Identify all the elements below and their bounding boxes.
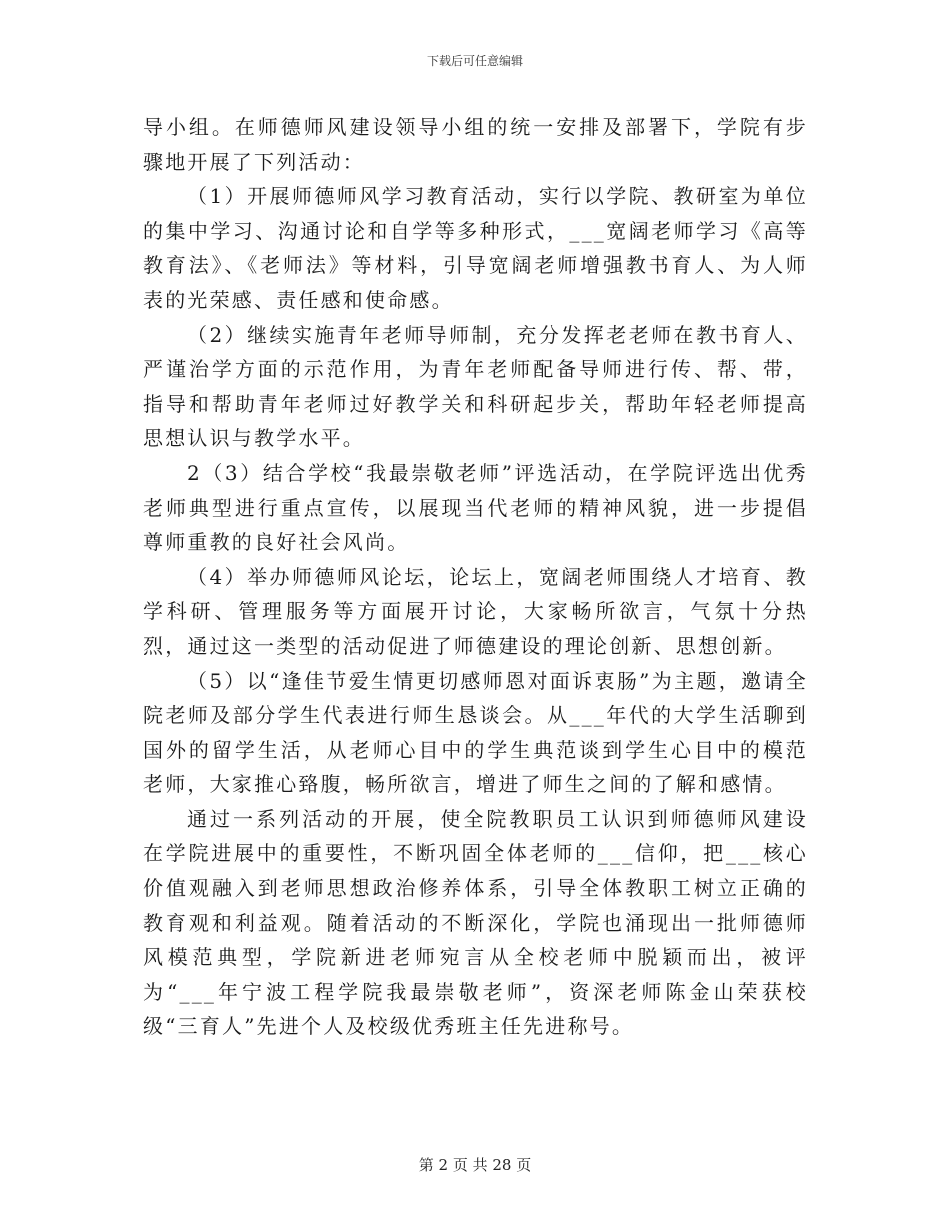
paragraph-summary: 通过一系列活动的开展，使全院教职员工认识到师德师风建设在学院进展中的重要性，不断巩固全体老师的___信仰，把___核心价值观融入到老师思想政治修养体系，引导全体教职工树立正确的教育观和利益观。随着活动的不断深化，学院也涌现出一批师德师风模范典型，学院新进老师宛言从全校老师中脱颖而出，被评为“___年宁波工程学院我最崇敬老师”，资深老师陈金山荣获校级“三育人”先进个人及校级优秀班主任先进称号。: [143, 806, 808, 1039]
document-body: [143, 110, 808, 1044]
paragraph-item-1: （1）开展师德师风学习教育活动，实行以学院、教研室为单位的集中学习、沟通讨论和自学等多种形式，___宽阔老师学习《高等教育法》、《老师法》等材料，引导宽阔老师增强教书育人、为人师表的光荣感、责任感和使命感。: [143, 184, 808, 312]
paragraph-item-5: （5）以“逢佳节爱生情更切感师恩对面诉衷肠”为主题，邀请全院老师及部分学生代表进行师生恳谈会。从___年代的大学生活聊到国外的留学生活，从老师心目中的学生典范谈到学生心目中的模范老师，大家推心臵腹，畅所欲言，增进了师生之间的了解和感情。: [143, 668, 808, 797]
paragraph-item-4: （4）举办师德师风论坛，论坛上，宽阔老师围绕人才培育、教学科研、管理服务等方面展开讨论，大家畅所欲言，气氛十分热烈，通过这一类型的活动促进了师德建设的理论创新、思想创新。: [143, 564, 808, 658]
paragraph-item-2: （2）继续实施青年老师导师制，充分发挥老老师在教书育人、严谨治学方面的示范作用，为青年老师配备导师进行传、帮、带，指导和帮助青年老师过好教学关和科研起步关，帮助年轻老师提高思想认识与教学水平。: [143, 322, 808, 451]
page-number: 第 2 页 共 28 页: [418, 1156, 532, 1174]
paragraph-continuation: 导小组。在师德师风建设领导小组的统一安排及部署下，学院有步骤地开展了下列活动：: [143, 115, 808, 174]
paragraph-item-3: 2（3）结合学校“我最崇敬老师”评选活动，在学院评选出优秀老师典型进行重点宣传，以展现当代老师的精神风貌，进一步提倡尊师重教的良好社会风尚。: [143, 460, 808, 555]
page-header-note: 下载后可任意编辑: [426, 54, 523, 68]
